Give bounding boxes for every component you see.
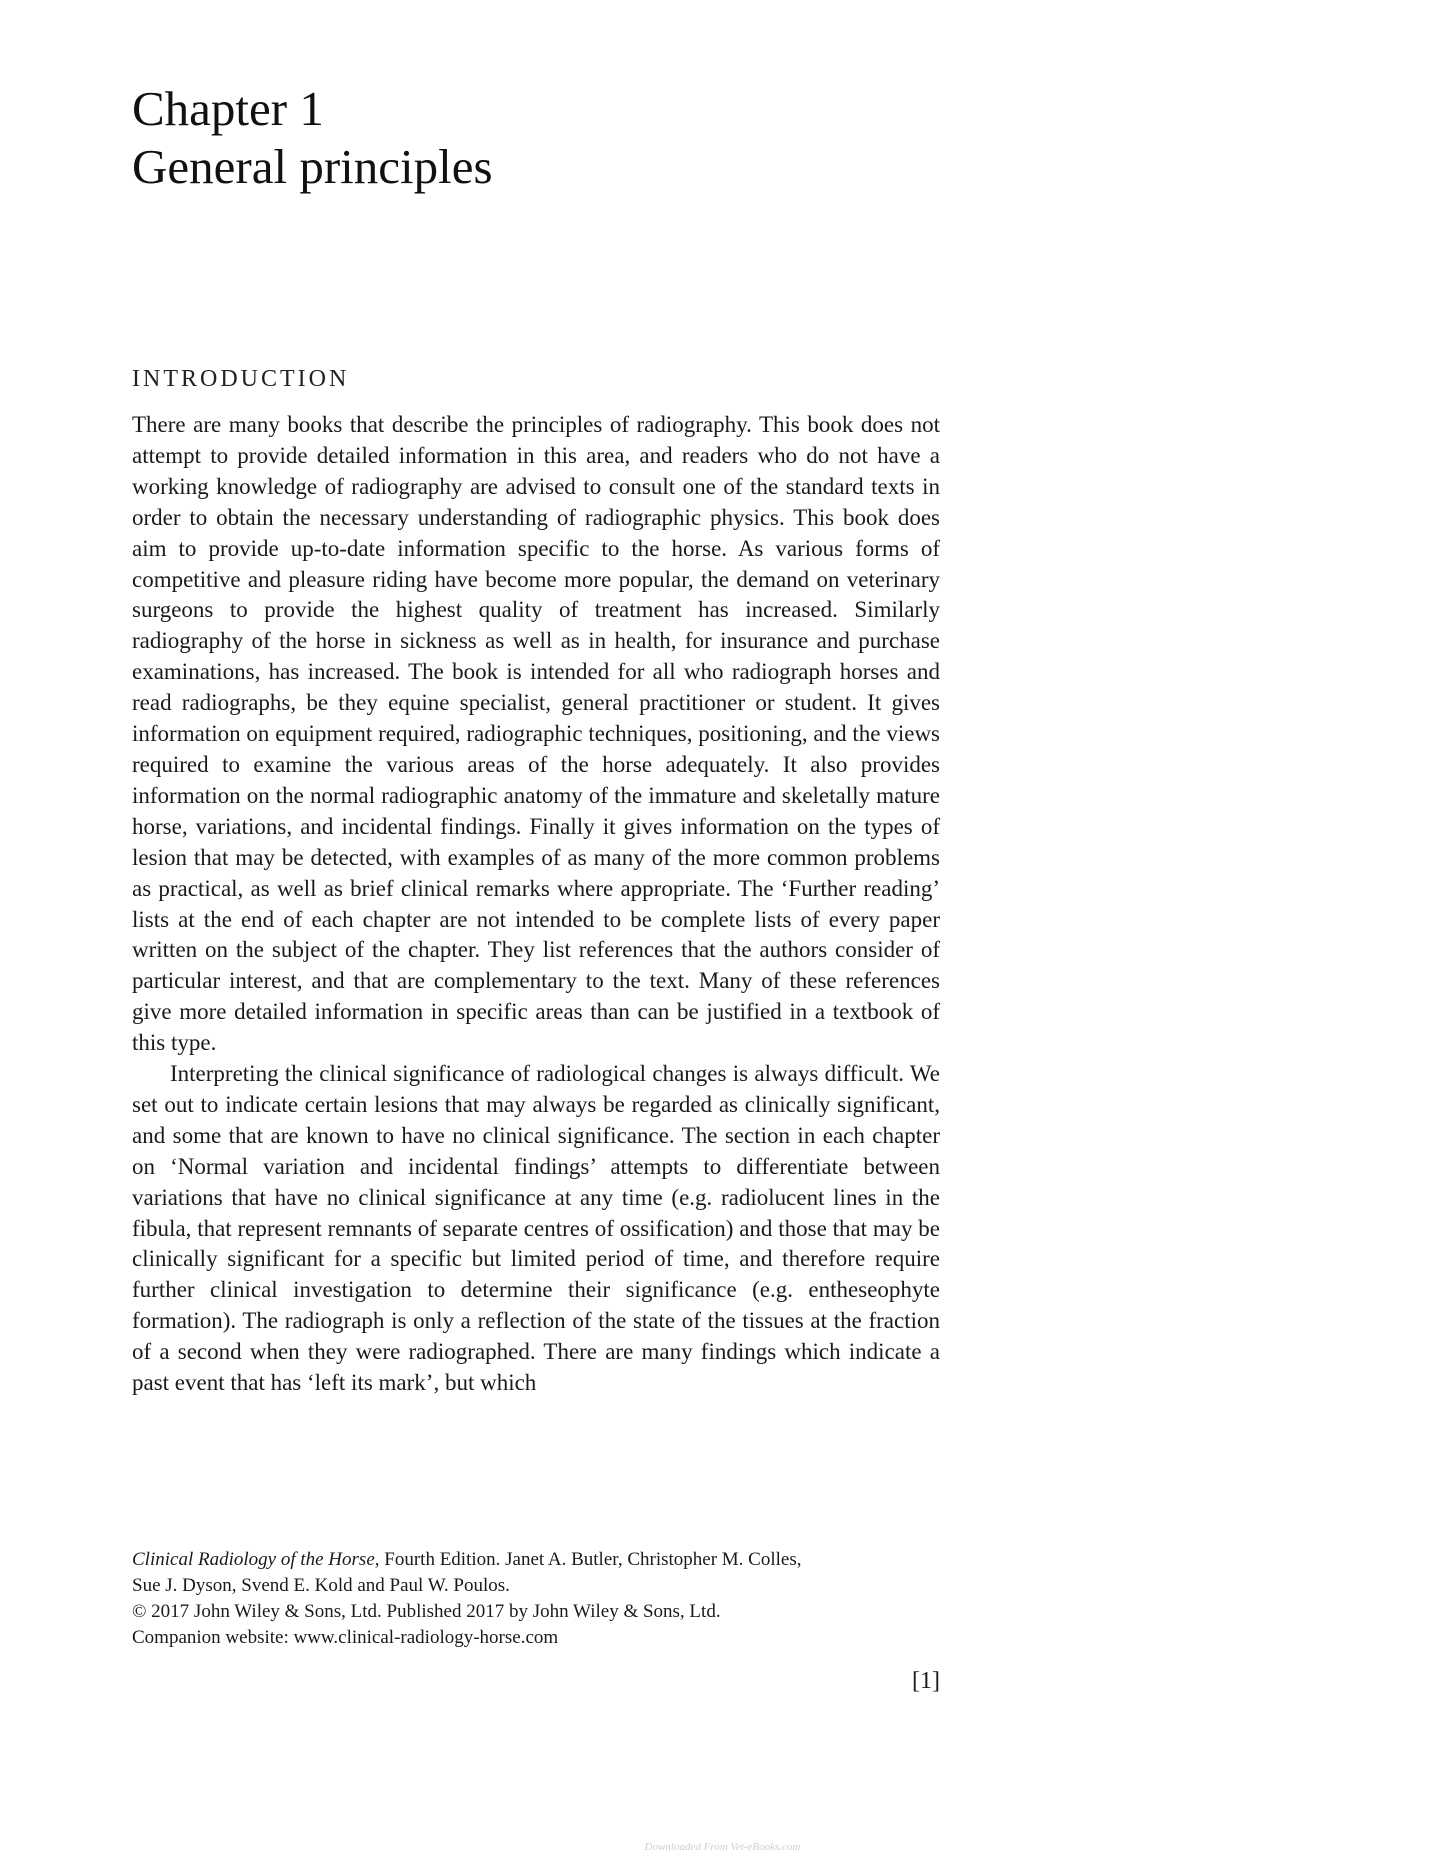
footnote-line-2: Sue J. Dyson, Svend E. Kold and Paul W. Poulos. (132, 1575, 510, 1596)
footnote-line-4: Companion website: www.clinical-radiology-horse.com (132, 1627, 559, 1648)
chapter-heading (132, 80, 493, 196)
section-heading: INTRODUCTION (132, 366, 350, 392)
book-title: Clinical Radiology of the Horse (132, 1549, 375, 1570)
page-number: [1] (912, 1668, 940, 1694)
chapter-label: Chapter 1 (132, 81, 324, 136)
body-text (132, 410, 940, 1399)
footnote-line-1 (132, 1547, 932, 1573)
copyright-footnote (132, 1547, 932, 1651)
chapter-title: General principles (132, 139, 493, 194)
footnote-edition-authors: , Fourth Edition. Janet A. Butler, Christopher M. Colles, (374, 1549, 802, 1570)
watermark: Downloaded From Vet-eBooks.com (644, 1841, 801, 1853)
footnote-line-3: © 2017 John Wiley & Sons, Ltd. Published 2017 by John Wiley & Sons, Ltd. (132, 1601, 721, 1622)
paragraph: Interpreting the clinical significance of radiological changes is always difficult. We set out to indicate certain lesions that may always be regarded as clinically significant, and some that are known to have no clinical significance. The section in each chapter on ‘Normal variation and incidental findings’ attempts to differentiate between variations that have no clinical significance at any time (e.g. radiolucent lines in the fibula, that represent remnants of separate centres of ossification) and those that may be clinically significant for a specific but limited period of time, and therefore require further clinical investigation to determine their significance (e.g. entheseophyte formation). The radiograph is only a reflection of the state of the tissues at the fraction of a second when they were radiographed. There are many findings which indicate a past event that has ‘left its mark’, but which (132, 1061, 940, 1396)
paragraph: There are many books that describe the principles of radiography. This book does not attempt to provide detailed information in this area, and readers who do not have a working knowledge of radiography are advised to consult one of the standard texts in order to obtain the necessary understanding of radiographic physics. This book does aim to provide up-to-date information specific to the horse. As various forms of competitive and pleasure riding have become more popular, the demand on veterinary surgeons to provide the highest quality of treatment has increased. Similarly radiography of the horse in sickness as well as in health, for insurance and purchase examinations, has increased. The book is intended for all who radiograph horses and read radiographs, be they equine specialist, general practitioner or student. It gives information on equipment required, radiographic techniques, positioning, and the views required to examine the various areas of the horse adequately. It also provides information on the normal radiographic anatomy of the immature and skeletally mature horse, variations, and incidental findings. Finally it gives information on the types of lesion that may be detected, with examples of as many of the more common problems as practical, as well as brief clinical remarks where appropriate. The ‘Further reading’ lists at the end of each chapter are not intended to be complete lists of every paper written on the subject of the chapter. They list references that the authors consider of particular interest, and that are complementary to the text. Many of these references give more detailed information in specific areas than can be justified in a textbook of this type. (132, 412, 940, 1056)
